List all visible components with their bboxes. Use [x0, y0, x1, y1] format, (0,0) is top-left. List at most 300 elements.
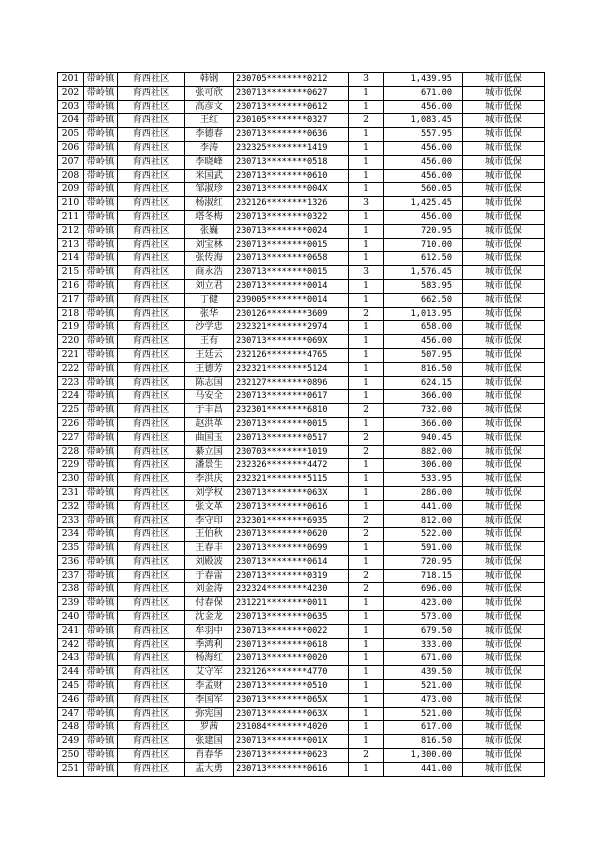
table-row	[58, 749, 545, 763]
row-number-cell: 234	[58, 528, 84, 542]
name-cell: 杨淑红	[185, 197, 234, 211]
household-size-cell: 1	[349, 597, 384, 611]
town-cell: 带岭镇	[84, 252, 118, 266]
town-cell: 带岭镇	[84, 86, 118, 100]
town-cell: 带岭镇	[84, 362, 118, 376]
name-cell: 张传海	[185, 252, 234, 266]
town-cell: 带岭镇	[84, 693, 118, 707]
id-number-cell: 232321********5115	[234, 473, 349, 487]
town-cell: 带岭镇	[84, 652, 118, 666]
amount-cell: 306.00	[384, 459, 463, 473]
amount-cell: 583.95	[384, 279, 463, 293]
town-cell: 带岭镇	[84, 307, 118, 321]
table-row	[58, 652, 545, 666]
table-row	[58, 224, 545, 238]
row-number-cell: 209	[58, 183, 84, 197]
table-row	[58, 362, 545, 376]
aid-type-cell: 城市低保	[463, 252, 545, 266]
row-number-cell: 229	[58, 459, 84, 473]
name-cell: 盂大勇	[185, 762, 234, 776]
aid-type-cell: 城市低保	[463, 528, 545, 542]
name-cell: 沙学忠	[185, 321, 234, 335]
community-cell: 育西社区	[118, 735, 185, 749]
community-cell: 育西社区	[118, 638, 185, 652]
aid-type-cell: 城市低保	[463, 390, 545, 404]
town-cell: 带岭镇	[84, 624, 118, 638]
household-size-cell: 1	[349, 390, 384, 404]
row-number-cell: 202	[58, 86, 84, 100]
household-size-cell: 2	[349, 514, 384, 528]
row-number-cell: 215	[58, 266, 84, 280]
household-size-cell: 1	[349, 169, 384, 183]
community-cell: 育西社区	[118, 169, 185, 183]
id-number-cell: 230713********0616	[234, 500, 349, 514]
amount-cell: 456.00	[384, 335, 463, 349]
table-row	[58, 707, 545, 721]
name-cell: 曲国玉	[185, 431, 234, 445]
name-cell: 王春丰	[185, 542, 234, 556]
community-cell: 育西社区	[118, 362, 185, 376]
table-row	[58, 569, 545, 583]
household-size-cell: 3	[349, 197, 384, 211]
town-cell: 带岭镇	[84, 114, 118, 128]
community-cell: 育西社区	[118, 252, 185, 266]
amount-cell: 456.00	[384, 141, 463, 155]
row-number-cell: 226	[58, 417, 84, 431]
table-row	[58, 473, 545, 487]
amount-cell: 521.00	[384, 707, 463, 721]
row-number-cell: 223	[58, 376, 84, 390]
name-cell: 李洪庆	[185, 473, 234, 487]
amount-cell: 671.00	[384, 86, 463, 100]
aid-type-cell: 城市低保	[463, 114, 545, 128]
town-cell: 带岭镇	[84, 583, 118, 597]
table-row	[58, 542, 545, 556]
row-number-cell: 247	[58, 707, 84, 721]
aid-type-cell: 城市低保	[463, 376, 545, 390]
name-cell: 李晓峰	[185, 155, 234, 169]
town-cell: 带岭镇	[84, 279, 118, 293]
household-size-cell: 1	[349, 376, 384, 390]
table-row	[58, 735, 545, 749]
id-number-cell: 230713********004X	[234, 183, 349, 197]
table-row	[58, 128, 545, 142]
id-number-cell: 230713********0658	[234, 252, 349, 266]
community-cell: 育西社区	[118, 100, 185, 114]
table-row	[58, 114, 545, 128]
household-size-cell: 1	[349, 459, 384, 473]
id-number-cell: 232126********4770	[234, 666, 349, 680]
row-number-cell: 221	[58, 348, 84, 362]
row-number-cell: 225	[58, 404, 84, 418]
town-cell: 带岭镇	[84, 141, 118, 155]
table-row	[58, 238, 545, 252]
community-cell: 育西社区	[118, 597, 185, 611]
aid-type-cell: 城市低保	[463, 569, 545, 583]
community-cell: 育西社区	[118, 431, 185, 445]
id-number-cell: 230713********0627	[234, 86, 349, 100]
town-cell: 带岭镇	[84, 514, 118, 528]
household-size-cell: 1	[349, 680, 384, 694]
name-cell: 韩钢	[185, 73, 234, 87]
aid-type-cell: 城市低保	[463, 321, 545, 335]
name-cell: 潘景生	[185, 459, 234, 473]
name-cell: 刘殿波	[185, 555, 234, 569]
household-size-cell: 1	[349, 611, 384, 625]
town-cell: 带岭镇	[84, 293, 118, 307]
household-size-cell: 1	[349, 721, 384, 735]
id-number-cell: 230713********063X	[234, 486, 349, 500]
amount-cell: 1,083.45	[384, 114, 463, 128]
name-cell: 邹淑珍	[185, 183, 234, 197]
community-cell: 育西社区	[118, 348, 185, 362]
aid-type-cell: 城市低保	[463, 197, 545, 211]
town-cell: 带岭镇	[84, 183, 118, 197]
community-cell: 育西社区	[118, 555, 185, 569]
row-number-cell: 217	[58, 293, 84, 307]
id-number-cell: 230713********0015	[234, 238, 349, 252]
amount-cell: 696.00	[384, 583, 463, 597]
row-number-cell: 241	[58, 624, 84, 638]
aid-type-cell: 城市低保	[463, 666, 545, 680]
household-size-cell: 1	[349, 362, 384, 376]
row-number-cell: 219	[58, 321, 84, 335]
row-number-cell: 208	[58, 169, 84, 183]
aid-type-cell: 城市低保	[463, 486, 545, 500]
name-cell: 王有	[185, 335, 234, 349]
name-cell: 张巍	[185, 224, 234, 238]
name-cell: 綦立国	[185, 445, 234, 459]
table-row	[58, 307, 545, 321]
town-cell: 带岭镇	[84, 238, 118, 252]
community-cell: 育西社区	[118, 321, 185, 335]
amount-cell: 679.50	[384, 624, 463, 638]
name-cell: 付春保	[185, 597, 234, 611]
community-cell: 育西社区	[118, 197, 185, 211]
row-number-cell: 245	[58, 680, 84, 694]
community-cell: 育西社区	[118, 749, 185, 763]
household-size-cell: 1	[349, 321, 384, 335]
amount-cell: 882.00	[384, 445, 463, 459]
id-number-cell: 230713********063X	[234, 707, 349, 721]
town-cell: 带岭镇	[84, 721, 118, 735]
row-number-cell: 204	[58, 114, 84, 128]
aid-type-cell: 城市低保	[463, 266, 545, 280]
amount-cell: 658.00	[384, 321, 463, 335]
table-row	[58, 500, 545, 514]
community-cell: 育西社区	[118, 224, 185, 238]
household-size-cell: 1	[349, 417, 384, 431]
household-size-cell: 1	[349, 279, 384, 293]
aid-type-cell: 城市低保	[463, 169, 545, 183]
town-cell: 带岭镇	[84, 762, 118, 776]
id-number-cell: 232126********4765	[234, 348, 349, 362]
community-cell: 育西社区	[118, 583, 185, 597]
aid-type-cell: 城市低保	[463, 583, 545, 597]
id-number-cell: 230713********0015	[234, 417, 349, 431]
table-row	[58, 638, 545, 652]
community-cell: 育西社区	[118, 762, 185, 776]
aid-type-cell: 城市低保	[463, 597, 545, 611]
amount-cell: 1,013.95	[384, 307, 463, 321]
id-number-cell: 230713********0022	[234, 624, 349, 638]
id-number-cell: 230105********0327	[234, 114, 349, 128]
aid-type-cell: 城市低保	[463, 542, 545, 556]
aid-type-cell: 城市低保	[463, 652, 545, 666]
row-number-cell: 237	[58, 569, 84, 583]
town-cell: 带岭镇	[84, 210, 118, 224]
aid-type-cell: 城市低保	[463, 293, 545, 307]
table-row	[58, 390, 545, 404]
id-number-cell: 232301********6810	[234, 404, 349, 418]
row-number-cell: 224	[58, 390, 84, 404]
aid-type-cell: 城市低保	[463, 749, 545, 763]
row-number-cell: 243	[58, 652, 84, 666]
amount-cell: 573.00	[384, 611, 463, 625]
household-size-cell: 1	[349, 555, 384, 569]
id-number-cell: 230713********0618	[234, 638, 349, 652]
community-cell: 育西社区	[118, 141, 185, 155]
aid-type-cell: 城市低保	[463, 224, 545, 238]
name-cell: 赵洪革	[185, 417, 234, 431]
community-cell: 育西社区	[118, 459, 185, 473]
household-size-cell: 1	[349, 224, 384, 238]
amount-cell: 720.95	[384, 224, 463, 238]
aid-type-cell: 城市低保	[463, 348, 545, 362]
table-row	[58, 583, 545, 597]
household-size-cell: 1	[349, 693, 384, 707]
community-cell: 育西社区	[118, 307, 185, 321]
name-cell: 于丰昌	[185, 404, 234, 418]
aid-type-cell: 城市低保	[463, 335, 545, 349]
community-cell: 育西社区	[118, 114, 185, 128]
id-number-cell: 230713********0614	[234, 555, 349, 569]
town-cell: 带岭镇	[84, 735, 118, 749]
name-cell: 王德芳	[185, 362, 234, 376]
town-cell: 带岭镇	[84, 128, 118, 142]
table-row	[58, 376, 545, 390]
town-cell: 带岭镇	[84, 528, 118, 542]
amount-cell: 333.00	[384, 638, 463, 652]
table-row	[58, 348, 545, 362]
community-cell: 育西社区	[118, 404, 185, 418]
town-cell: 带岭镇	[84, 680, 118, 694]
community-cell: 育西社区	[118, 680, 185, 694]
aid-type-cell: 城市低保	[463, 473, 545, 487]
town-cell: 带岭镇	[84, 555, 118, 569]
household-size-cell: 1	[349, 141, 384, 155]
id-number-cell: 230713********069X	[234, 335, 349, 349]
aid-type-cell: 城市低保	[463, 417, 545, 431]
amount-cell: 812.00	[384, 514, 463, 528]
name-cell: 李国军	[185, 693, 234, 707]
row-number-cell: 246	[58, 693, 84, 707]
id-number-cell: 232325********1419	[234, 141, 349, 155]
household-size-cell: 1	[349, 624, 384, 638]
household-size-cell: 2	[349, 445, 384, 459]
town-cell: 带岭镇	[84, 666, 118, 680]
name-cell: 季鸿利	[185, 638, 234, 652]
household-size-cell: 1	[349, 252, 384, 266]
id-number-cell: 231221********0011	[234, 597, 349, 611]
id-number-cell: 230713********0020	[234, 652, 349, 666]
id-number-cell: 230713********0699	[234, 542, 349, 556]
table-row	[58, 155, 545, 169]
name-cell: 王伯秋	[185, 528, 234, 542]
id-number-cell: 232321********5124	[234, 362, 349, 376]
household-size-cell: 1	[349, 638, 384, 652]
amount-cell: 1,300.00	[384, 749, 463, 763]
community-cell: 育西社区	[118, 128, 185, 142]
amount-cell: 522.00	[384, 528, 463, 542]
row-number-cell: 249	[58, 735, 84, 749]
amount-cell: 473.00	[384, 693, 463, 707]
amount-cell: 710.00	[384, 238, 463, 252]
row-number-cell: 210	[58, 197, 84, 211]
name-cell: 弥宪国	[185, 707, 234, 721]
amount-cell: 560.05	[384, 183, 463, 197]
household-size-cell: 1	[349, 735, 384, 749]
table-row	[58, 514, 545, 528]
row-number-cell: 239	[58, 597, 84, 611]
name-cell: 张华	[185, 307, 234, 321]
community-cell: 育西社区	[118, 155, 185, 169]
amount-cell: 441.00	[384, 500, 463, 514]
community-cell: 育西社区	[118, 417, 185, 431]
id-number-cell: 230713********0636	[234, 128, 349, 142]
community-cell: 育西社区	[118, 611, 185, 625]
amount-cell: 423.00	[384, 597, 463, 611]
table-row	[58, 417, 545, 431]
row-number-cell: 231	[58, 486, 84, 500]
name-cell: 刘金涛	[185, 583, 234, 597]
row-number-cell: 236	[58, 555, 84, 569]
table-row	[58, 680, 545, 694]
aid-type-cell: 城市低保	[463, 693, 545, 707]
community-cell: 育西社区	[118, 721, 185, 735]
id-number-cell: 232324********4230	[234, 583, 349, 597]
id-number-cell: 230713********065X	[234, 693, 349, 707]
amount-cell: 439.50	[384, 666, 463, 680]
amount-cell: 612.50	[384, 252, 463, 266]
household-size-cell: 2	[349, 528, 384, 542]
row-number-cell: 242	[58, 638, 84, 652]
table-row	[58, 210, 545, 224]
table-row	[58, 666, 545, 680]
household-size-cell: 1	[349, 238, 384, 252]
row-number-cell: 203	[58, 100, 84, 114]
amount-cell: 662.50	[384, 293, 463, 307]
community-cell: 育西社区	[118, 73, 185, 87]
table-row	[58, 762, 545, 776]
aid-type-cell: 城市低保	[463, 459, 545, 473]
table-row	[58, 73, 545, 87]
amount-cell: 591.00	[384, 542, 463, 556]
row-number-cell: 211	[58, 210, 84, 224]
household-size-cell: 1	[349, 155, 384, 169]
town-cell: 带岭镇	[84, 542, 118, 556]
name-cell: 张文革	[185, 500, 234, 514]
row-number-cell: 238	[58, 583, 84, 597]
row-number-cell: 251	[58, 762, 84, 776]
id-number-cell: 231084********4020	[234, 721, 349, 735]
id-number-cell: 230713********0517	[234, 431, 349, 445]
town-cell: 带岭镇	[84, 390, 118, 404]
aid-type-cell: 城市低保	[463, 141, 545, 155]
row-number-cell: 240	[58, 611, 84, 625]
community-cell: 育西社区	[118, 666, 185, 680]
town-cell: 带岭镇	[84, 473, 118, 487]
table-row	[58, 335, 545, 349]
aid-type-cell: 城市低保	[463, 721, 545, 735]
amount-cell: 456.00	[384, 155, 463, 169]
amount-cell: 533.95	[384, 473, 463, 487]
name-cell: 杨海红	[185, 652, 234, 666]
id-number-cell: 230713********0635	[234, 611, 349, 625]
aid-type-cell: 城市低保	[463, 555, 545, 569]
table-row	[58, 445, 545, 459]
name-cell: 张可欣	[185, 86, 234, 100]
id-number-cell: 230713********0015	[234, 266, 349, 280]
table-row	[58, 197, 545, 211]
amount-cell: 816.50	[384, 362, 463, 376]
id-number-cell: 230705********0212	[234, 73, 349, 87]
aid-type-cell: 城市低保	[463, 404, 545, 418]
community-cell: 育西社区	[118, 486, 185, 500]
household-size-cell: 2	[349, 569, 384, 583]
amount-cell: 521.00	[384, 680, 463, 694]
community-cell: 育西社区	[118, 542, 185, 556]
community-cell: 育西社区	[118, 293, 185, 307]
household-size-cell: 1	[349, 762, 384, 776]
id-number-cell: 232126********1326	[234, 197, 349, 211]
town-cell: 带岭镇	[84, 417, 118, 431]
id-number-cell: 230713********0510	[234, 680, 349, 694]
id-number-cell: 232321********2974	[234, 321, 349, 335]
table-row	[58, 431, 545, 445]
household-size-cell: 1	[349, 183, 384, 197]
aid-type-cell: 城市低保	[463, 86, 545, 100]
amount-cell: 1,439.95	[384, 73, 463, 87]
household-size-cell: 2	[349, 431, 384, 445]
row-number-cell: 222	[58, 362, 84, 376]
amount-cell: 718.15	[384, 569, 463, 583]
id-number-cell: 230713********0623	[234, 749, 349, 763]
id-number-cell: 230713********0612	[234, 100, 349, 114]
table-row	[58, 404, 545, 418]
community-cell: 育西社区	[118, 707, 185, 721]
name-cell: 罗茜	[185, 721, 234, 735]
amount-cell: 624.15	[384, 376, 463, 390]
row-number-cell: 248	[58, 721, 84, 735]
town-cell: 带岭镇	[84, 100, 118, 114]
id-number-cell: 230713********0014	[234, 279, 349, 293]
id-number-cell: 230713********0024	[234, 224, 349, 238]
amount-cell: 366.00	[384, 417, 463, 431]
name-cell: 马安全	[185, 390, 234, 404]
id-number-cell: 232326********4472	[234, 459, 349, 473]
row-number-cell: 244	[58, 666, 84, 680]
town-cell: 带岭镇	[84, 500, 118, 514]
amount-cell: 617.00	[384, 721, 463, 735]
aid-type-cell: 城市低保	[463, 707, 545, 721]
community-cell: 育西社区	[118, 693, 185, 707]
id-number-cell: 230126********3609	[234, 307, 349, 321]
row-number-cell: 214	[58, 252, 84, 266]
table-row	[58, 141, 545, 155]
aid-type-cell: 城市低保	[463, 638, 545, 652]
name-cell: 米国武	[185, 169, 234, 183]
